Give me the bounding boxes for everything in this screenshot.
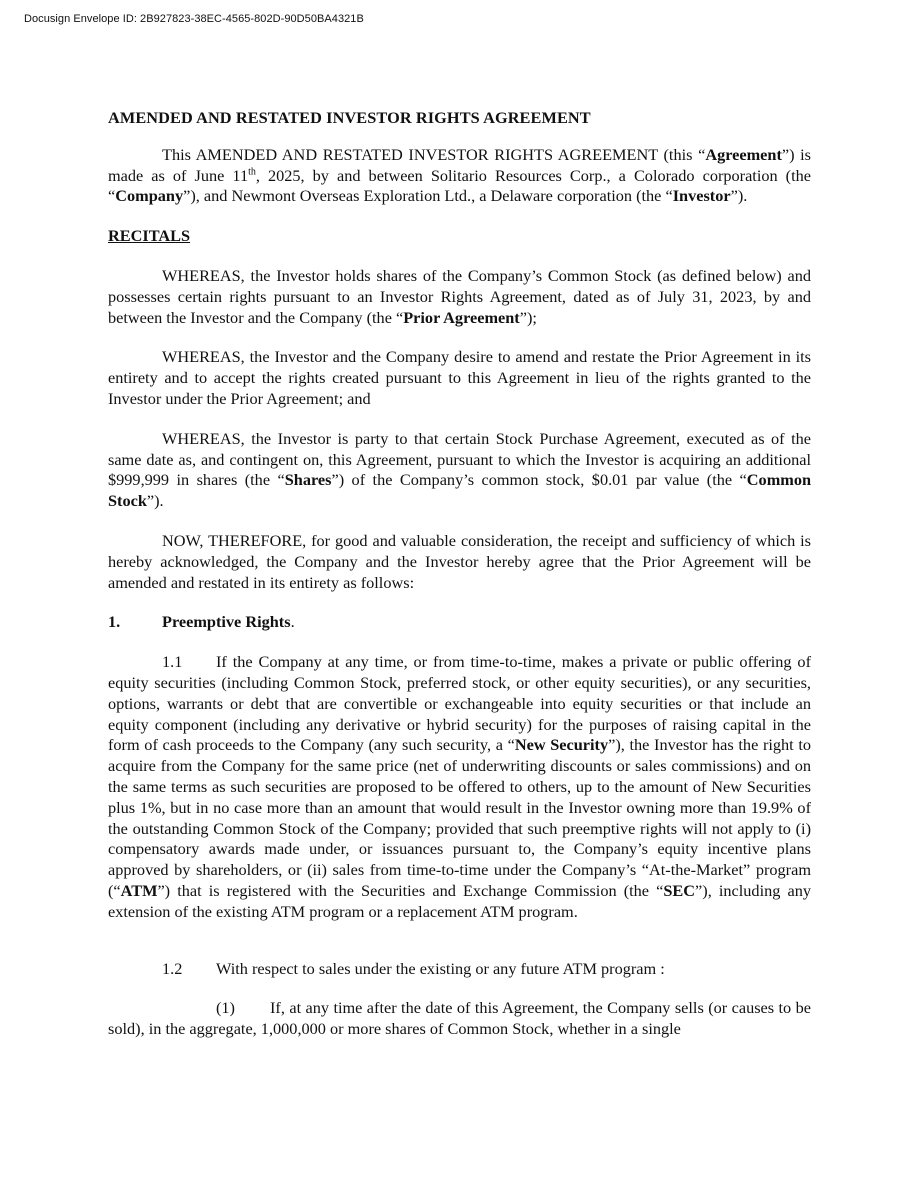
defined-term-shares: Shares [284, 470, 332, 490]
docusign-envelope-id: Docusign Envelope ID: 2B927823-38EC-4565-802D-90D50BA4321B [24, 13, 364, 25]
recitals-heading: RECITALS [108, 226, 191, 246]
section-1-number: 1. [108, 612, 121, 632]
section-1-1-number: 1.1 [162, 652, 183, 672]
intro-paragraph: This AMENDED AND RESTATED INVESTOR RIGHTS AGREEMENT (this “Agreement”) is made as of June 11th, 2025, by and between Solitario Resources Corp., a Colorado corporation (the “Company”), and Newmont Overseas Exploration Ltd., a Delaware corporation (the “Investor”). [108, 144, 812, 206]
whereas-paragraph-3: WHEREAS, the Investor is party to that certain Stock Purchase Agreement, executed as of the same date as, and contingent on, this Agreement, pursuant to which the Investor is acquiring an additional $999,999 in shares (the “Shares”) of the Company’s common stock, $0.01 par value (the “Common Stock”). [108, 428, 812, 511]
whereas-paragraph-1: WHEREAS, the Investor holds shares of the Company’s Common Stock (as defined below) and possesses certain rights pursuant to an Investor Rights Agreement, dated as of July 31, 2023, by and between the Investor and the Company (the “Prior Agreement”); [108, 265, 811, 327]
defined-term-common-stock: Common Stock [108, 470, 812, 511]
section-1-2-number: 1.2 [162, 958, 183, 978]
document-page [108, 108, 811, 1040]
section-1-heading: 1. Preemptive Rights. [108, 612, 295, 632]
now-therefore-paragraph: NOW, THEREFORE, for good and valuable consideration, the receipt and sufficiency of which is hereby acknowledged, the Company and the Investor hereby agree that the Prior Agreement will be amended and restated in its entirety as follows: [108, 530, 811, 592]
defined-term-new-security: New Security [514, 735, 609, 755]
defined-term-company: Company [115, 186, 184, 206]
section-1-2-1-paragraph: (1) If, at any time after the date of this Agreement, the Company sells (or causes to be sold), in the aggregate, 1,000,000 or more shares of Common Stock, whether in a single [108, 998, 811, 1039]
section-1-2-paragraph: 1.2 With respect to sales under the existing or any future ATM program : [162, 958, 665, 978]
section-1-2-1-number: (1) [216, 998, 235, 1018]
whereas-paragraph-2: WHEREAS, the Investor and the Company desire to amend and restate the Prior Agreement in its entirety and to accept the rights created pursuant to this Agreement in lieu of the rights granted to the Investor under the Prior Agreement; and [108, 347, 811, 408]
defined-term-prior-agreement: Prior Agreement [403, 307, 520, 327]
document-title: AMENDED AND RESTATED INVESTOR RIGHTS AGREEMENT [108, 108, 591, 127]
defined-term-agreement: Agreement [705, 144, 782, 164]
defined-term-investor: Investor [672, 186, 731, 206]
defined-term-sec: SEC [663, 880, 696, 900]
section-1-title: Preemptive Rights [162, 612, 291, 632]
defined-term-atm: ATM [120, 880, 158, 900]
section-1-1-paragraph: 1.1 If the Company at any time, or from time-to-time, makes a private or public offering of equity securities (including Common Stock, preferred stock, or other equity securities), or any securities, options, warrants or debt that are convertible or exchangeable into equity securities or that include an equity component (including any derivative or hybrid security) for the purposes of raising capital in the form of cash proceeds to the Company (any such security, a “New Security”), the Investor has the right to acquire from the Company for the same price (net of underwriting discounts or sales commissions) and on the same terms as such securities are proposed to be offered to others, up to the amount of New Securities plus 1%, but in no case more than an amount that would result in the Investor owning more than 19.9% of the outstanding Common Stock of the Company; provided that such preemptive rights will not apply to (i) compensatory awards made under, or issuances pursuant to, the Company’s equity incentive plans approved by shareholders, or (ii) sales from time-to-time under the Company’s “At-the-Market” program (“ATM”) that is registered with the Securities and Exchange Commission (the “SEC”), including any extension of the existing ATM program or a replacement ATM program. [108, 652, 812, 921]
